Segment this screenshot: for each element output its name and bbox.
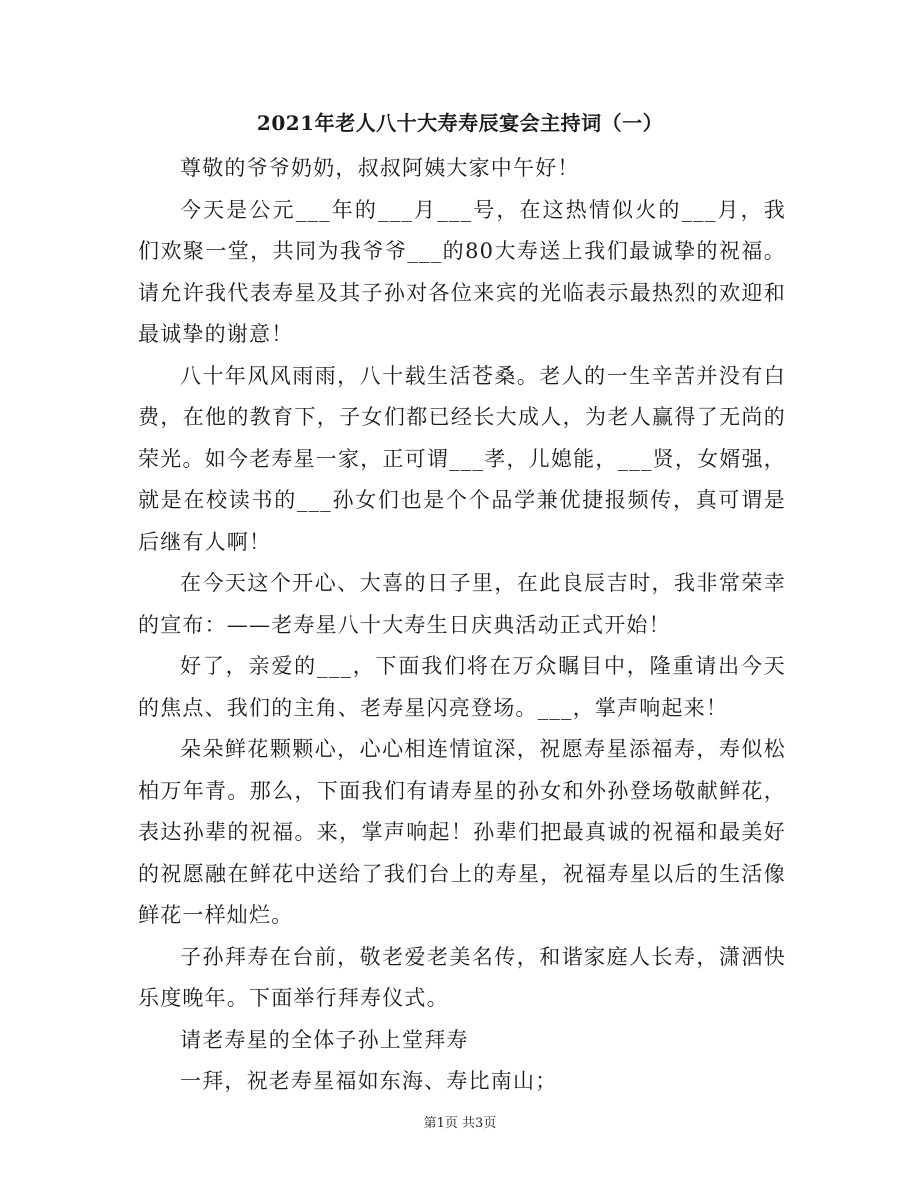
paragraph-greeting: 尊敬的爷爷奶奶，叔叔阿姨大家中午好！ bbox=[180, 156, 580, 180]
paragraph-entrance: 好了，亲爱的___，下面我们将在万众瞩目中，隆重请出今天的焦点、我们的主角、老寿星闪亮登场。___，掌声响起来！ bbox=[138, 654, 786, 720]
paragraph-eighty-years: 八十年风风雨雨，八十载生活苍桑。老人的一生辛苦并没有白费，在他的教育下，子女们都已经长大成人，为老人赢得了无尚的荣光。如今老寿星一家，正可谓___孝，儿媳能，___贤，女婿强，就是在校读书的___孙女们也是个个品学兼优捷报频传，真可谓是后继有人啊！ bbox=[138, 363, 786, 554]
paragraph-opening: 今天是公元___年的___月___号，在这热情似火的___月，我们欢聚一堂，共同为我爷爷___的80大寿送上我们最诚挚的祝福。请允许我代表寿星及其子孙对各位来宾的光临表示最热烈的欢迎和最诚挚的谢意！ bbox=[138, 197, 786, 346]
paragraph-invite-descendants: 请老寿星的全体子孙上堂拜寿 bbox=[180, 1027, 469, 1052]
paragraph-announcement: 在今天这个开心、大喜的日子里，在此良辰吉时，我非常荣幸的宣布：——老寿星八十大寿生日庆典活动正式开始！ bbox=[138, 571, 786, 637]
document-body bbox=[138, 148, 786, 1103]
page-number-footer: 第1页 共3页 bbox=[423, 1116, 497, 1131]
paragraph-first-bow: 一拜，祝老寿星福如东海、寿比南山； bbox=[180, 1069, 558, 1093]
paragraph-ceremony: 子孙拜寿在台前，敬老爱老美名传，和谐家庭人长寿，潇洒快乐度晚年。下面举行拜寿仪式。 bbox=[138, 944, 786, 1010]
paragraph-flowers: 朵朵鲜花颗颗心，心心相连情谊深，祝愿寿星添福寿，寿似松柏万年青。那么，下面我们有请寿星的孙女和外孙登场敬献鲜花，表达孙辈的祝福。来，掌声响起！孙辈们把最真诚的祝福和最美好的祝愿融在鲜花中送给了我们台上的寿星，祝福寿星以后的生活像鲜花一样灿烂。 bbox=[138, 737, 786, 927]
document-title: 2021年老人八十大寿寿辰宴会主持词（一） bbox=[256, 111, 664, 135]
